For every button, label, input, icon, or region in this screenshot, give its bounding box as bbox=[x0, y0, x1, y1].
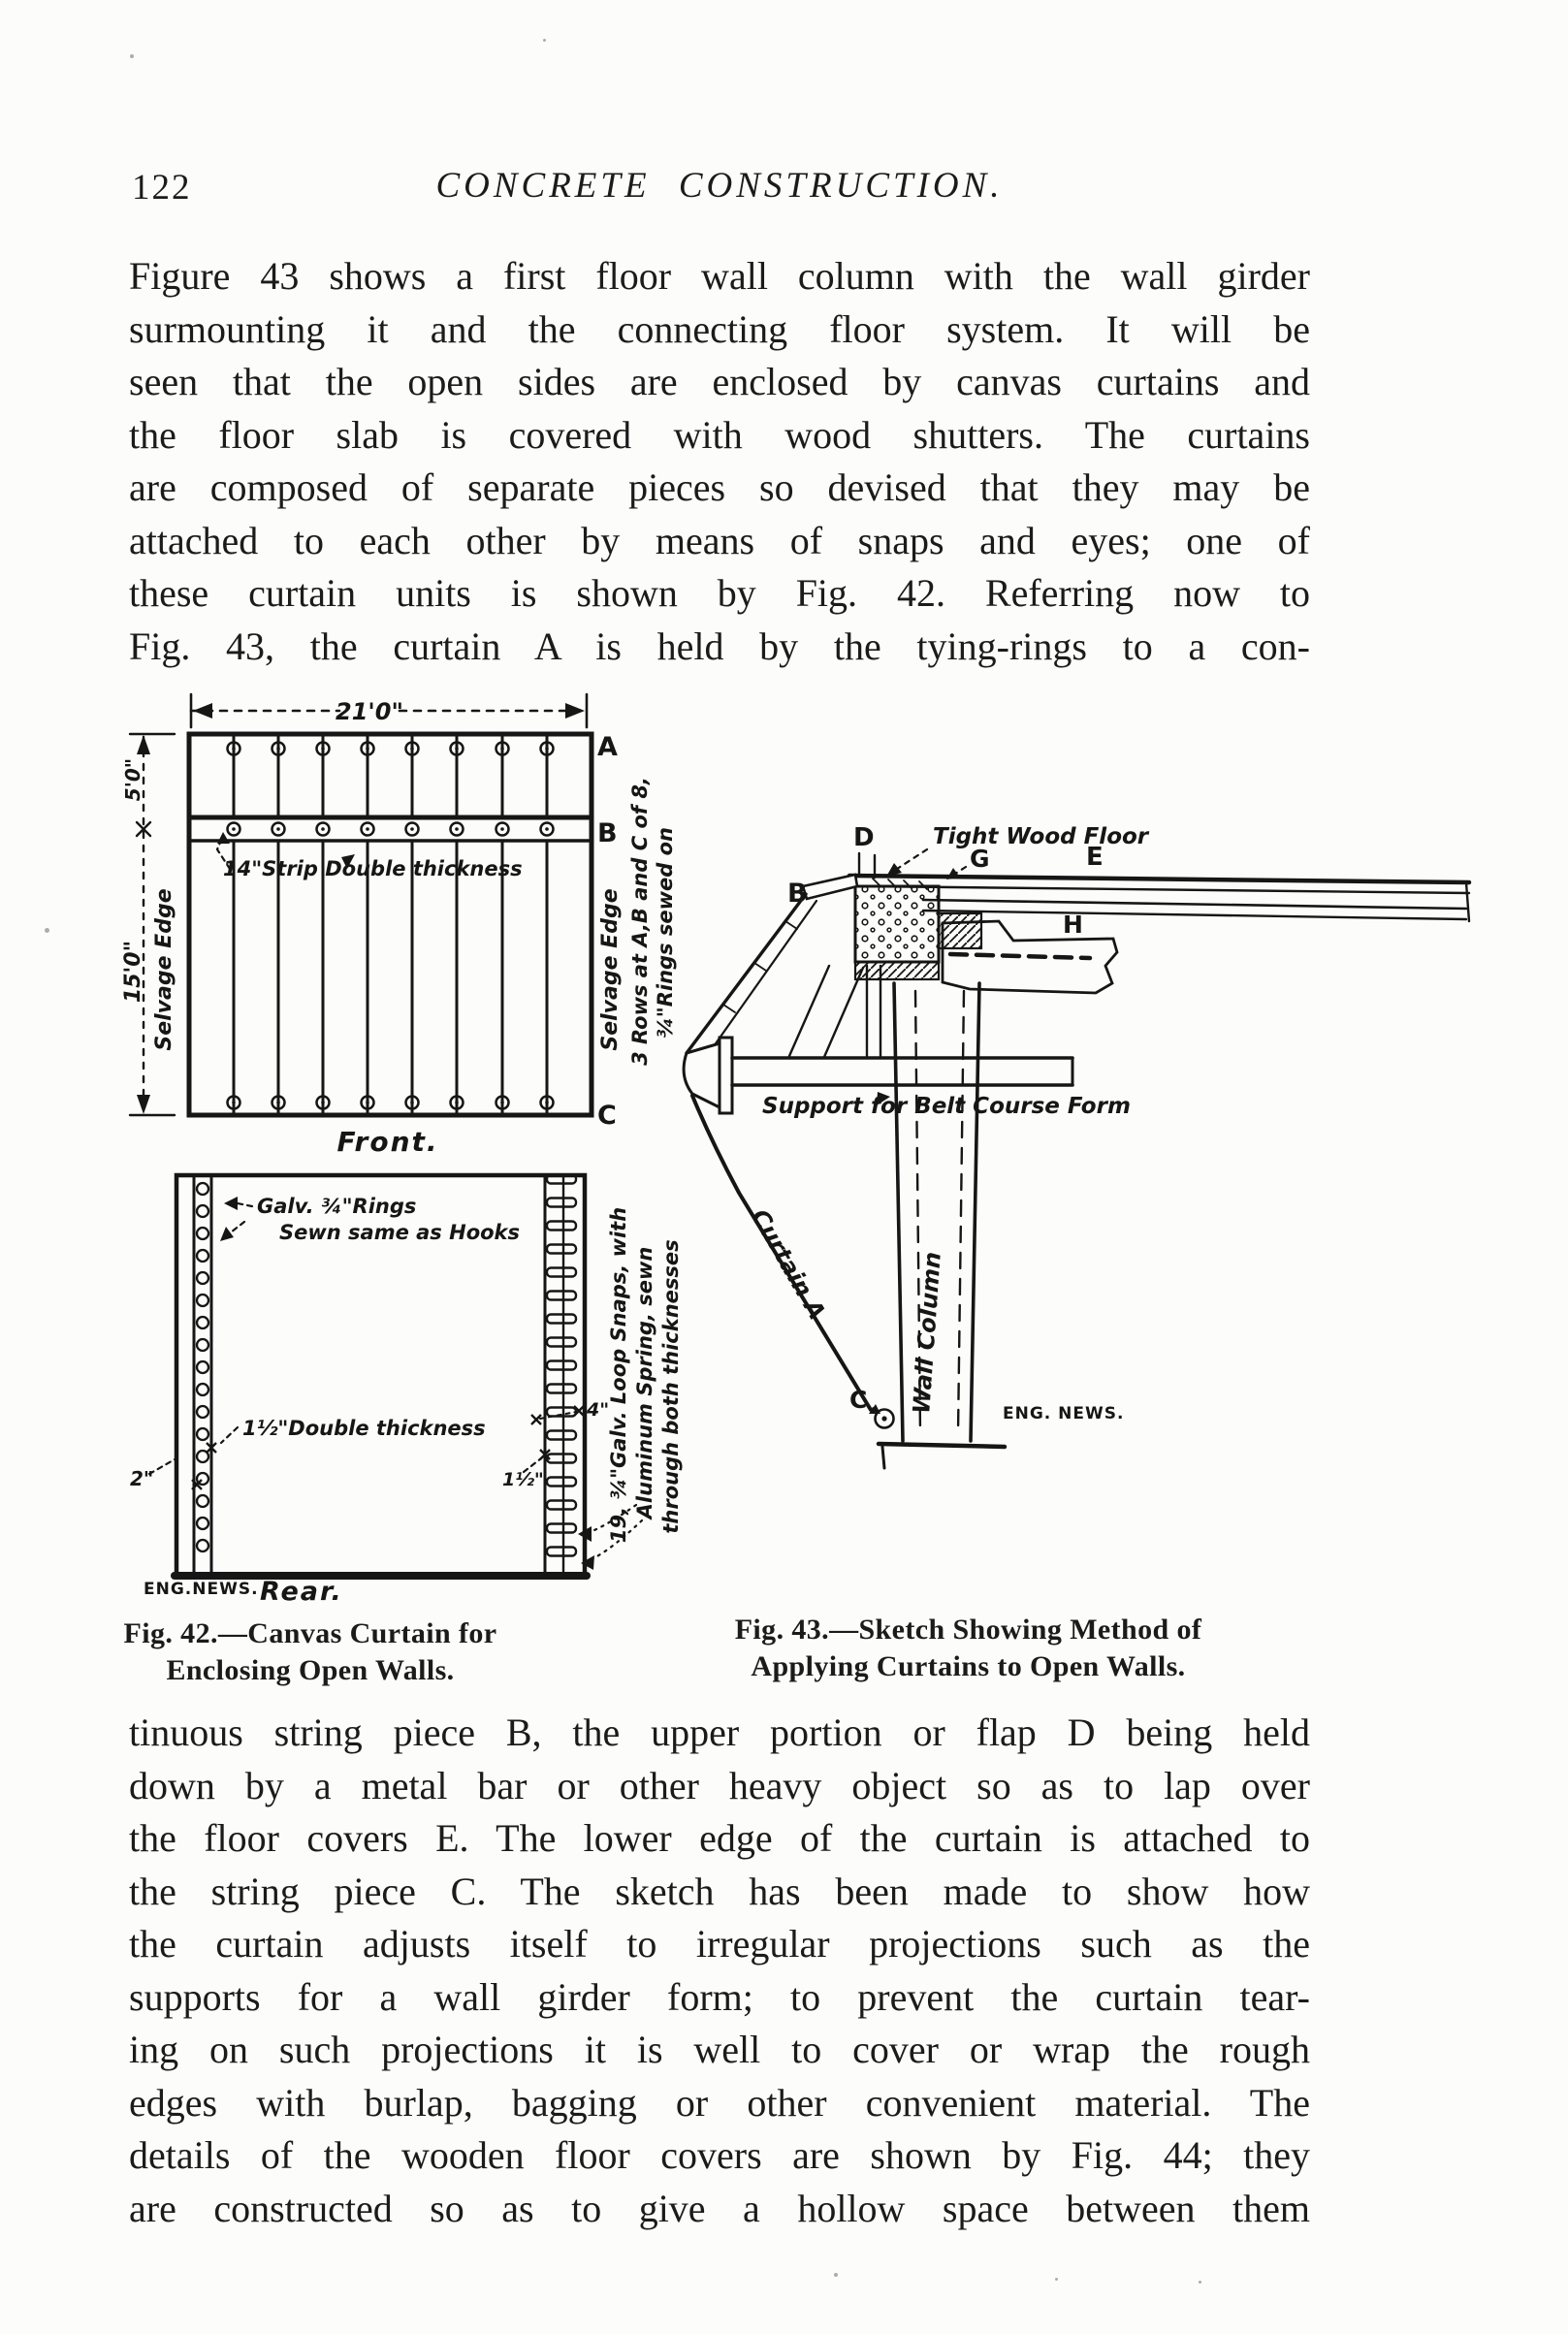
fig42-label-b: B bbox=[597, 818, 618, 848]
fig43-tight-wood-floor-note: Tight Wood Floor bbox=[933, 824, 1149, 849]
fig42-rings-note-line2: Sewn same as Hooks bbox=[279, 1221, 521, 1244]
fig43-sketch-drawing bbox=[679, 785, 1493, 1474]
body-line: the string piece C. The sketch has been made to show how bbox=[129, 1869, 1310, 1913]
body-line: down by a metal bar or other heavy object so as to lap over bbox=[129, 1763, 1310, 1807]
body-line: supports for a wall girder form; to prevent the curtain tear- bbox=[129, 1974, 1310, 2019]
fig43-label-b: B bbox=[787, 879, 808, 909]
body-line: these curtain units is shown by Fig. 42. Referring now to bbox=[129, 571, 1310, 615]
fig43-label-d: D bbox=[853, 823, 875, 852]
fig42-caption bbox=[116, 1615, 504, 1689]
fig42-rows-note-line1: 3 Rows at A,B and C of 8, bbox=[628, 777, 652, 1066]
fig43-label-g: G bbox=[970, 845, 990, 873]
fig42-snaps-note-line2: Aluminum Spring, sewn bbox=[633, 1246, 656, 1519]
fig42-width-dimension: 21'0" bbox=[336, 698, 403, 725]
scan-speckle bbox=[1199, 2281, 1201, 2284]
fig42-2in-dimension: 2" bbox=[130, 1467, 154, 1490]
body-line: Figure 43 shows a first floor wall column with the wall girder bbox=[129, 254, 1310, 298]
body-line: Fig. 43, the curtain A is held by the tying-rings to a con- bbox=[129, 623, 1310, 668]
fig42-rows-note-line2: ¾"Rings sewed on bbox=[654, 827, 677, 1039]
scan-speckle bbox=[1055, 2278, 1058, 2281]
fig42-label-c: C bbox=[597, 1101, 617, 1131]
fig43-caption-line2: Applying Curtains to Open Walls. bbox=[751, 1650, 1186, 1682]
fig43-structure bbox=[684, 849, 1469, 1468]
fig42-caption-line1: Fig. 42.—Canvas Curtain for bbox=[123, 1617, 497, 1649]
running-title: CONCRETE CONSTRUCTION. bbox=[435, 166, 1004, 206]
fig43-label-h: H bbox=[1063, 911, 1083, 939]
scan-speckle bbox=[543, 39, 546, 42]
fig42-front-caption: Front. bbox=[336, 1126, 439, 1158]
fig42-rings-note-line1: Galv. ¾"Rings bbox=[257, 1195, 417, 1218]
fig42-snaps-note-line1: 19, ¾"Galv. Loop Snaps, with bbox=[607, 1206, 630, 1544]
fig43-curtain-a-label: Curtain A bbox=[746, 1204, 831, 1325]
fig42-top-height-dimension: 5'0" bbox=[121, 757, 144, 802]
fig43-support-note: Support for Belt Course Form bbox=[762, 1094, 1131, 1119]
fig42-snaps-note-line3: through both thicknesses bbox=[659, 1239, 683, 1534]
body-line: are constructed so as to give a hollow space between them bbox=[129, 2186, 1310, 2230]
fig42-1half-dimension: 1½" bbox=[502, 1469, 544, 1490]
fig42-label-a: A bbox=[597, 732, 618, 762]
body-line: seen that the open sides are enclosed by canvas curtains and bbox=[129, 360, 1310, 403]
fig42-front-rings bbox=[228, 743, 554, 1109]
fig42-strip-note: 14"Strip Double thickness bbox=[223, 857, 523, 880]
fig42-canvas-curtain-drawing bbox=[97, 679, 737, 1615]
fig42-rear-snaps bbox=[547, 1175, 576, 1556]
fig42-rear-caption: Rear. bbox=[260, 1577, 343, 1607]
fig42-selvage-edge-left: Selvage Edge bbox=[152, 888, 176, 1051]
body-line: ing on such projections it is well to cover or wrap the rough bbox=[129, 2028, 1310, 2071]
page-number: 122 bbox=[132, 168, 192, 208]
body-line: are composed of separate pieces so devised that they may be bbox=[129, 465, 1310, 509]
fig43-credit: ENG. NEWS. bbox=[1003, 1404, 1125, 1423]
body-line: tinuous string piece B, the upper portion or flap D being held bbox=[129, 1711, 1310, 1754]
body-line: edges with burlap, bagging or other convenient material. The bbox=[129, 2080, 1310, 2125]
fig42-credit: ENG.NEWS. bbox=[144, 1580, 259, 1599]
fig42-front-view bbox=[130, 694, 592, 1115]
body-line: the floor slab is covered with wood shutters. The curtains bbox=[129, 412, 1310, 457]
scan-speckle bbox=[45, 928, 49, 933]
fig42-4in-dimension: 4" bbox=[587, 1399, 610, 1421]
body-line: the curtain adjusts itself to irregular projections such as the bbox=[129, 1922, 1310, 1966]
fig42-side-height-dimension: 15'0" bbox=[121, 940, 145, 1004]
fig43-caption bbox=[704, 1612, 1232, 1685]
body-line: the floor covers E. The lower edge of the curtain is attached to bbox=[129, 1816, 1310, 1860]
fig43-wall-column-label: Wall Column bbox=[908, 1250, 946, 1415]
fig42-double-thickness-note: 1½"Double thickness bbox=[242, 1417, 486, 1440]
fig43-label-c: C bbox=[849, 1386, 868, 1414]
body-line: attached to each other by means of snaps and eyes; one of bbox=[129, 518, 1310, 562]
fig42-caption-line2: Enclosing Open Walls. bbox=[166, 1654, 455, 1686]
scan-speckle bbox=[834, 2273, 838, 2277]
body-line: surmounting it and the connecting floor system. It will be bbox=[129, 306, 1310, 351]
body-paragraph-2 bbox=[129, 1707, 1310, 2235]
fig43-caption-line1: Fig. 43.—Sketch Showing Method of bbox=[734, 1614, 1202, 1646]
fig42-rear-rings bbox=[197, 1183, 208, 1551]
body-paragraph-1 bbox=[129, 250, 1310, 673]
scan-speckle bbox=[130, 54, 134, 58]
fig42-selvage-edge-right: Selvage Edge bbox=[598, 888, 623, 1051]
fig43-label-e: E bbox=[1086, 843, 1104, 872]
body-line: details of the wooden floor covers are shown by Fig. 44; they bbox=[129, 2133, 1310, 2177]
